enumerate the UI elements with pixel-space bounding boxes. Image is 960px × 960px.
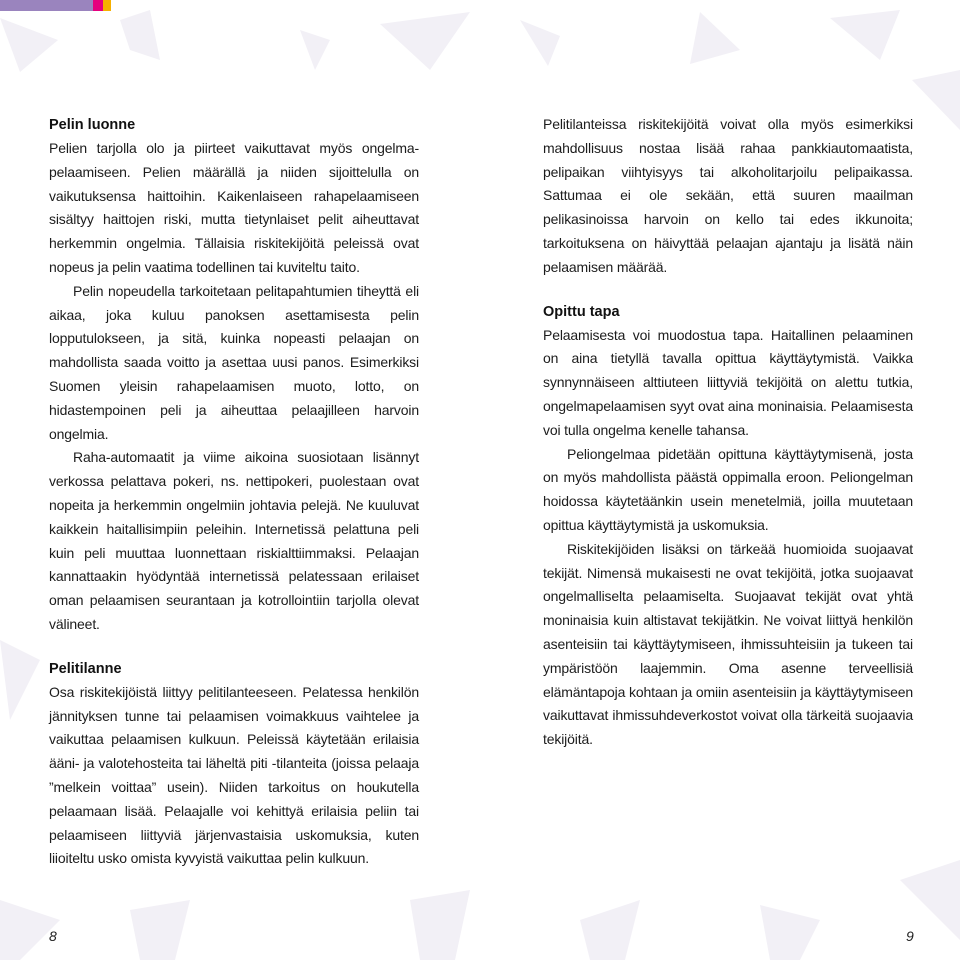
body-paragraph: Osa riskitekijöistä liittyy pelitilanteeseen. Pelatessa henkilön jännityksen tunne tai pelaamisen voimakkuus vaihtelee ja vaikuttaa pelaamisen kulkuun. Peleissä käytetään erilaisia ääni- ja valotehosteita tai läheltä piti -tilanteita (joissa pelaaja ”melkein voittaa” usein). Niiden tarkoitus on houkutella pelaamaan lisää. Pelaajalle voi kehittyä erilaisia peliin tai pelaamiseen liittyviä järjenvastaisia uskomuksia, kuten liioiteltu usko omista kyvyistä vaikuttaa pelin kulkuun. [49, 683, 419, 867]
body-paragraph: Raha-automaatit ja viime aikoina suosiotaan lisännyt verkossa pelattava pokeri, ns. nettipokeri, puolestaan ovat nopeita ja herkemmin ongelmiin johtavia pelejä. Ne kuuluvat kaikkein haitallisimpiin peleihin. Internetissä pelattuna peli kuin peli muuttaa luonnettaan riskialttiimmaksi. Pelaajan kannattaakin hyödyntää internetissä pelatessaan erilaiset oman pelaamisen seurantaan ja kotrollointiin tarjolla olevat välineet. [49, 449, 419, 632]
yellow-color-strip [103, 0, 111, 11]
section-pelitilanne [49, 657, 419, 871]
section-pelin-luonne [49, 113, 419, 637]
body-paragraph: Pelitilanteissa riskitekijöitä voivat olla myös esimerkiksi mahdollisuus nostaa lisää rahaa pankkiautomaatista, pelipaikan viihtyisyys tai alkoholitarjoilu pelipaikassa. Sattumaa ei ole sekään, että suuren maailman pelikasinoissa harvoin on kello tai edes ikkunoita; tarkoituksena on häivyttää pelaajan ajantaju ja lisätä näin pelaamisen määrää. [543, 116, 913, 275]
body-paragraph: Pelaamisesta voi muodostua tapa. Haitallinen pelaaminen on aina tietyllä tavalla opittua käyttäytymistä. Vaikka synnynnäiseen alttiuteen liittyviä tekijöitä on alettu tutkia, ongelmapelaamisen syyt ovat aina moninaisia. Pelaamisesta voi tulla ongelma kenelle tahansa. [543, 326, 913, 438]
section-pelitilanne-continued [543, 113, 913, 280]
page-number-left: 8 [49, 928, 57, 944]
section-heading: Pelin luonne [49, 117, 136, 133]
left-page-column [49, 113, 419, 871]
section-heading: Opittu tapa [543, 303, 620, 320]
purple-color-strip [0, 0, 93, 11]
right-page-column [543, 113, 913, 752]
body-paragraph: Riskitekijöiden lisäksi on tärkeää huomioida suojaavat tekijät. Nimensä mukaisesti ne ovat tekijöitä, jotka suojaavat ongelmalliselta pelaamiselta. Suojaavat tekijät ovat yhtä moninaisia kuin altistavat tekijätkin. Ne voivat liittyä henkilön asenteisiin tai käyttäytymiseen, ihmissuhteisiin ja tukeen tai ympäristöön laajemmin. Oma asenne terveellisiä elämäntapoja kohtaan ja omiin asenteisiin ja käyttäytymiseen vaikuttavat ihmissuhdeverkostot voivat olla tärkeitä suojaavia tekijöitä. [543, 540, 913, 748]
body-paragraph: Pelien tarjolla olo ja piirteet vaikuttavat myös ongelma-pelaamiseen. Pelien määrällä ja niiden sijoittelulla on vaikutuksensa haittoihin. Kaikenlaiseen rahapelaamiseen sisältyy haittojen riski, mutta tietynlaiset pelit aiheuttavat herkemmin ongelmia. Tällaisia riskitekijöitä peleissä ovat nopeus ja pelin vaatima todellinen tai kuviteltu taito. [49, 140, 419, 275]
page-number-right: 9 [906, 928, 914, 944]
section-opittu-tapa [543, 300, 913, 752]
magenta-color-strip [93, 0, 103, 11]
body-paragraph: Pelin nopeudella tarkoitetaan pelitapahtumien tiheyttä eli aikaa, joka kuluu panoksen asettamisesta pelin lopputulokseen, ja sitä, kuinka nopeasti pelaajan on mahdollista saada voitto ja asettaa uusi panos. Esimerkiksi Suomen yleisin rahapelaamisen muoto, lotto, on hidastempoinen peli ja aiheuttaa pelaajilleen harvoin ongelmia. [49, 282, 419, 442]
body-paragraph: Peliongelmaa pidetään opittuna käyttäytymisenä, josta on myös mahdollista päästä oppimalla eroon. Peliongelman hoidossa käytetäänkin usein menetelmiä, joilla muutetaan opittua käyttäytymistä ja uskomuksia. [543, 445, 913, 533]
section-heading: Pelitilanne [49, 660, 122, 677]
